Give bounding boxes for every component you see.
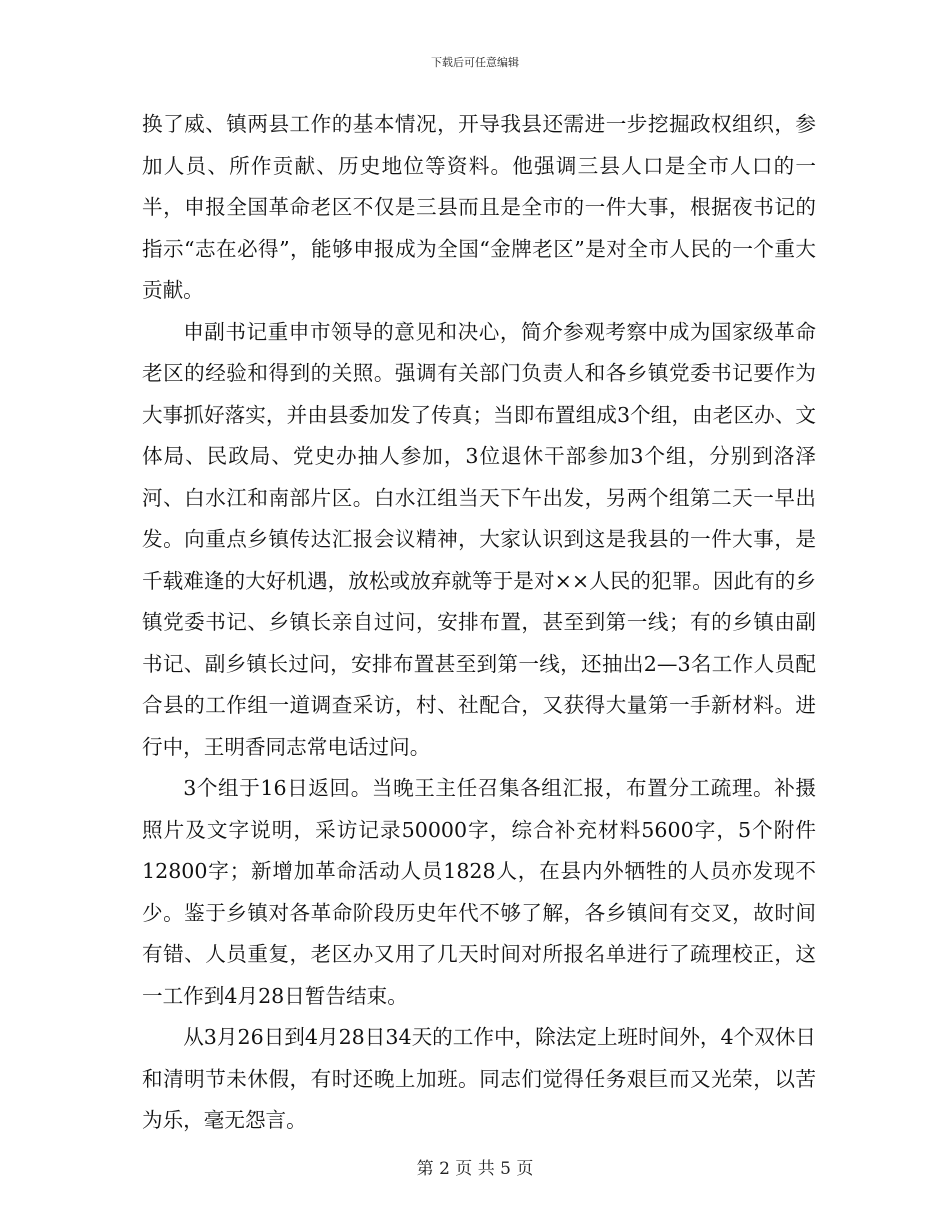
paragraph: 申副书记重申市领导的意见和决心，简介参观考察中成为国家级革命老区的经验和得到的关照。强调有关部门负责人和各乡镇党委书记要作为大事抓好落实，并由县委加发了传真；当即布置组成3个组，由老区办、文体局、民政局、党史办抽人参加，3位退休干部参加3个组，分别到洛泽河、白水江和南部片区。白水江组当天下午出发，另两个组第二天一早出发。向重点乡镇传达汇报会议精神，大家认识到这是我县的一件大事，是千载难逢的大好机遇，放松或放弃就等于是对××人民的犯罪。因此有的乡镇党委书记、乡镇长亲自过问，安排布置，甚至到第一线；有的乡镇由副书记、副乡镇长过问，安排布置甚至到第一线，还抽出2—3名工作人员配合县的工作组一道调查采访，村、社配合，又获得大量第一手新材料。进行中，王明香同志常电话过问。 xyxy=(142,319,816,759)
page-number: 第 2 页 共 5 页 xyxy=(416,1159,534,1179)
body-text xyxy=(142,104,816,1142)
paragraph-continued: 换了威、镇两县工作的基本情况，开导我县还需进一步挖掘政权组织，参加人员、所作贡献、历史地位等资料。他强调三县人口是全市人口的一半，申报全国革命老区不仅是三县而且是全市的一件大事，根据夜书记的指示“志在必得”，能够申报成为全国“金牌老区”是对全市人民的一个重大贡献。 xyxy=(142,112,817,302)
page-header: 下载后可任意编辑 xyxy=(431,56,519,69)
paragraph: 3个组于16日返回。当晚王主任召集各组汇报，布置分工疏理。补摄照片及文字说明，采访记录50000字，综合补充材料5600字，5个附件12800字；新增加革命活动人员1828人，在县内外牺牲的人员亦发现不少。鉴于乡镇对各革命阶段历史年代不够了解，各乡镇间有交叉，故时间有错、人员重复，老区办又用了几天时间对所报名单进行了疏理校正，这一工作到4月28日暂告结束。 xyxy=(142,776,816,1008)
paragraph: 从3月26日到4月28日34天的工作中，除法定上班时间外，4个双休日和清明节未休假，有时还晚上加班。同志们觉得任务艰巨而又光荣，以苦为乐，毫无怨言。 xyxy=(142,1025,816,1132)
